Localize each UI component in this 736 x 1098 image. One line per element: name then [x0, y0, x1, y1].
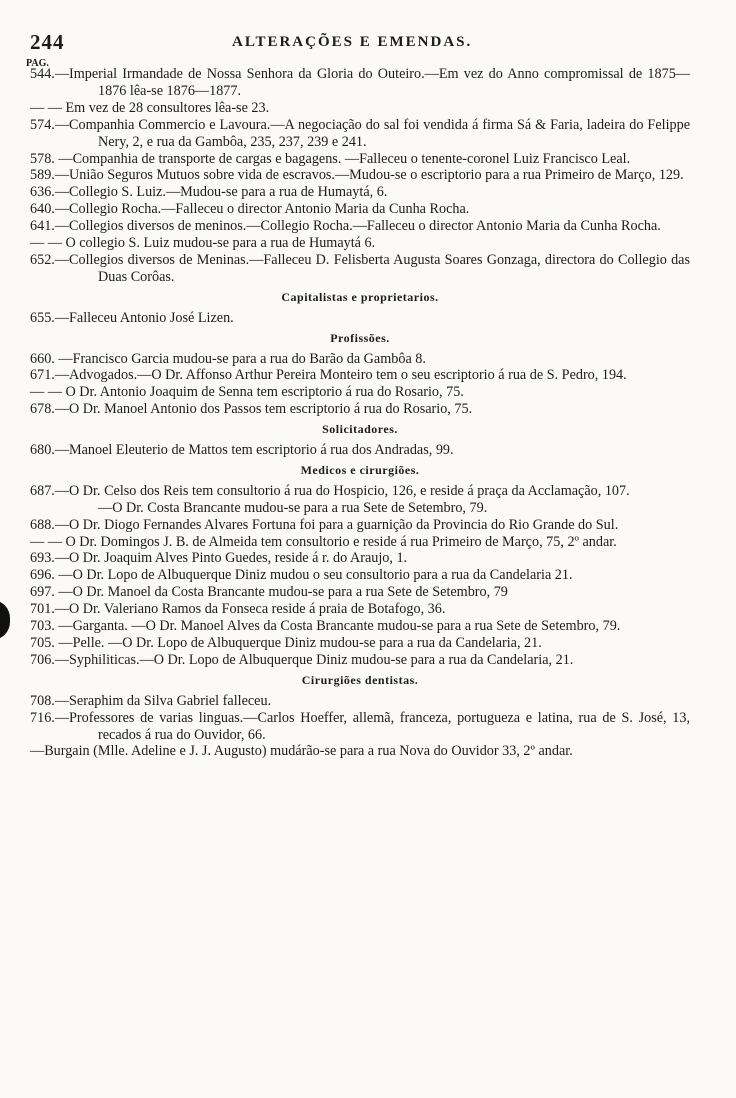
errata-entry: — — O collegio S. Luiz mudou-se para a rua de Humaytá 6.	[30, 235, 376, 252]
errata-entry: —O Dr. Costa Brancante mudou-se para a rua Sete de Setembro, 79.	[98, 499, 488, 516]
section-heading: Medicos e cirurgiões.	[300, 462, 420, 477]
pag-column-label: PAG.	[26, 58, 49, 69]
errata-entry: —Burgain (Mlle. Adeline e J. J. Augusto) mudárão-se para a rua Nova do Ouvidor 33, 2º andar.	[30, 743, 573, 760]
errata-entry: — — Em vez de 28 consultores lêa-se 23.	[30, 99, 270, 116]
errata-entry: — — O Dr. Antonio Joaquim de Senna tem escriptorio á rua do Rosario, 75.	[30, 384, 464, 401]
errata-entry: 697. —O Dr. Manoel da Costa Brancante mudou-se para a rua Sete de Setembro, 79	[30, 584, 508, 601]
errata-entry: 687.—O Dr. Celso dos Reis tem consultorio á rua do Hospicio, 126, e reside á praça da Acclamação, 107.	[30, 482, 630, 499]
errata-entry: 574.—Companhia Commercio e Lavoura.—A negociação do sal foi vendida á firma Sá & Faria, ladeira do Felippe Nery, 2, e rua da Gambôa, 235, 237, 239 e 241.	[30, 116, 690, 150]
page-header	[22, 30, 682, 56]
errata-entry: 703. —Garganta. —O Dr. Manoel Alves da Costa Brancante mudou-se para a rua Sete de Setembro, 79.	[30, 618, 621, 635]
errata-entry: 708.—Seraphim da Silva Gabriel falleceu.	[30, 692, 272, 709]
errata-entry: 701.—O Dr. Valeriano Ramos da Fonseca reside á praia de Botafogo, 36.	[30, 601, 446, 618]
page-number: 244	[30, 30, 65, 54]
errata-entry: 544.—Imperial Irmandade de Nossa Senhora da Gloria do Outeiro.—Em vez do Anno compromissal de 1875—1876 lêa-se 1876—1877.	[30, 66, 690, 99]
errata-entry: 652.—Collegios diversos de Meninas.—Falleceu D. Felisberta Augusta Soares Gonzaga, directora do Collegio das Duas Corôas.	[30, 251, 690, 285]
errata-entry: 716.—Professores de varias linguas.—Carlos Hoeffer, allemã, franceza, portugueza e latina, rua de S. José, 13, recados á rua do Ouvidor, 66.	[30, 709, 690, 743]
errata-entry: 696. —O Dr. Lopo de Albuquerque Diniz mudou o seu consultorio para a rua da Candelaria 21.	[30, 567, 573, 584]
errata-list	[30, 66, 690, 760]
errata-entry: 640.—Collegio Rocha.—Falleceu o director Antonio Maria da Cunha Rocha.	[30, 201, 470, 218]
errata-entry: 578. —Companhia de transporte de cargas e bagagens. —Falleceu o tenente-coronel Luiz Francisco Leal.	[30, 150, 631, 167]
errata-entry: 636.—Collegio S. Luiz.—Mudou-se para a rua de Humaytá, 6.	[30, 184, 388, 201]
binding-mark	[0, 600, 10, 640]
errata-entry: 589.—União Seguros Mutuos sobre vida de escravos.—Mudou-se o escriptorio para a rua Primeiro de Março, 129.	[30, 167, 684, 184]
running-title: ALTERAÇÕES E EMENDAS.	[232, 34, 473, 50]
section-heading: Cirurgiões dentistas.	[301, 672, 419, 687]
errata-entry: 655.—Falleceu Antonio José Lizen.	[30, 309, 234, 326]
section-heading: Capitalistas e proprietarios.	[281, 289, 439, 304]
errata-entry: 688.—O Dr. Diogo Fernandes Alvares Fortuna foi para a guarnição da Provincia do Rio Grande do Sul.	[30, 516, 619, 533]
errata-entry: 706.—Syphiliticas.—O Dr. Lopo de Albuquerque Diniz mudou-se para a rua da Candelaria, 21.	[30, 651, 574, 668]
errata-entry: 641.—Collegios diversos de meninos.—Collegio Rocha.—Falleceu o director Antonio Maria da Cunha Rocha.	[30, 218, 661, 235]
errata-entry: 705. —Pelle. —O Dr. Lopo de Albuquerque Diniz mudou-se para a rua da Candelaria, 21.	[30, 635, 542, 651]
errata-entry: 671.—Advogados.—O Dr. Affonso Arthur Pereira Monteiro tem o seu escriptorio á rua de S. Pedro, 194.	[30, 367, 627, 384]
errata-entry: 680.—Manoel Eleuterio de Mattos tem escriptorio á rua dos Andradas, 99.	[30, 442, 454, 459]
section-heading: Solicitadores.	[322, 422, 398, 437]
errata-entry: 693.—O Dr. Joaquim Alves Pinto Guedes, reside á r. do Araujo, 1.	[30, 550, 408, 567]
errata-entry: 678.—O Dr. Manoel Antonio dos Passos tem escriptorio á rua do Rosario, 75.	[30, 401, 473, 418]
section-heading: Profissões.	[330, 330, 390, 345]
errata-entry: 660. —Francisco Garcia mudou-se para a rua do Barão da Gambôa 8.	[30, 350, 426, 367]
errata-entry: — — O Dr. Domingos J. B. de Almeida tem consultorio e reside á rua Primeiro de Março, 75, 2º andar.	[30, 533, 617, 550]
